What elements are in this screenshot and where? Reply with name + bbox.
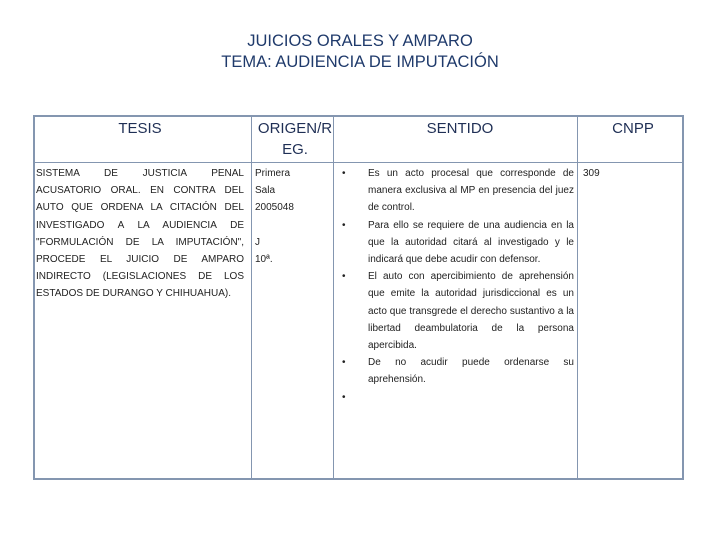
- list-item: [340, 389, 574, 406]
- header-divider: [33, 162, 684, 163]
- sentido-text: Es un acto procesal que corresponde de manera exclusiva al MP en presencia del juez de control.: [368, 168, 574, 214]
- origen-line: Sala: [255, 185, 276, 197]
- bullet-icon: •: [342, 391, 346, 403]
- origen-cell: [255, 165, 329, 268]
- list-item: [340, 165, 574, 217]
- column-divider: [577, 115, 578, 480]
- list-item: [340, 217, 574, 269]
- list-item: [340, 268, 574, 354]
- sentido-list: [340, 165, 574, 406]
- sentido-text: De no acudir puede ordenarse su aprehensión.: [368, 357, 574, 386]
- tesis-cell: SISTEMA DE JUSTICIA PENAL ACUSATORIO ORAL. EN CONTRA DEL AUTO QUE ORDENA LA CITACIÓN DEL INVESTIGADO A LA AUDIENCIA DE "FORMULACIÓN DE LA IMPUTACIÓN", PROCEDE EL JUICIO DE AMPARO INDIRECTO (LEGISLACIONES DE LOS ESTADOS DE DURANGO Y CHIHUAHUA).: [36, 168, 244, 300]
- sentido-text: Para ello se requiere de una audiencia en la que la autoridad citará al investigado y le indicará que debe acudir con defensor.: [368, 219, 574, 266]
- cnpp-cell: 309: [583, 168, 600, 179]
- sentido-text: El auto con apercibimiento de aprehensión que emite la autoridad jurisdiccional es un acto que transgrede el derecho sustantivo a la libertad deambulatoria de la persona apercibida.: [368, 271, 574, 352]
- page-title: JUICIOS ORALES Y AMPARO: [247, 32, 473, 50]
- origen-line: Primera: [255, 168, 291, 179]
- column-header-cnpp: CNPP: [612, 120, 654, 137]
- column-header-sentido: SENTIDO: [426, 120, 494, 137]
- column-divider: [251, 115, 252, 480]
- bullet-icon: •: [342, 168, 346, 179]
- page-subtitle: TEMA: AUDIENCIA DE IMPUTACIÓN: [221, 53, 499, 71]
- origen-line: J: [255, 236, 260, 248]
- column-header-tesis: TESIS: [118, 120, 162, 137]
- column-divider: [333, 115, 334, 480]
- bullet-icon: •: [342, 271, 346, 283]
- bullet-icon: •: [342, 219, 346, 231]
- origen-line: 2005048: [255, 202, 294, 214]
- bullet-icon: •: [342, 357, 346, 369]
- origen-line: [255, 217, 329, 234]
- origen-line: 10ª.: [255, 254, 273, 265]
- list-item: [340, 354, 574, 388]
- column-header-origen: ORIGEN/R EG.: [257, 120, 333, 158]
